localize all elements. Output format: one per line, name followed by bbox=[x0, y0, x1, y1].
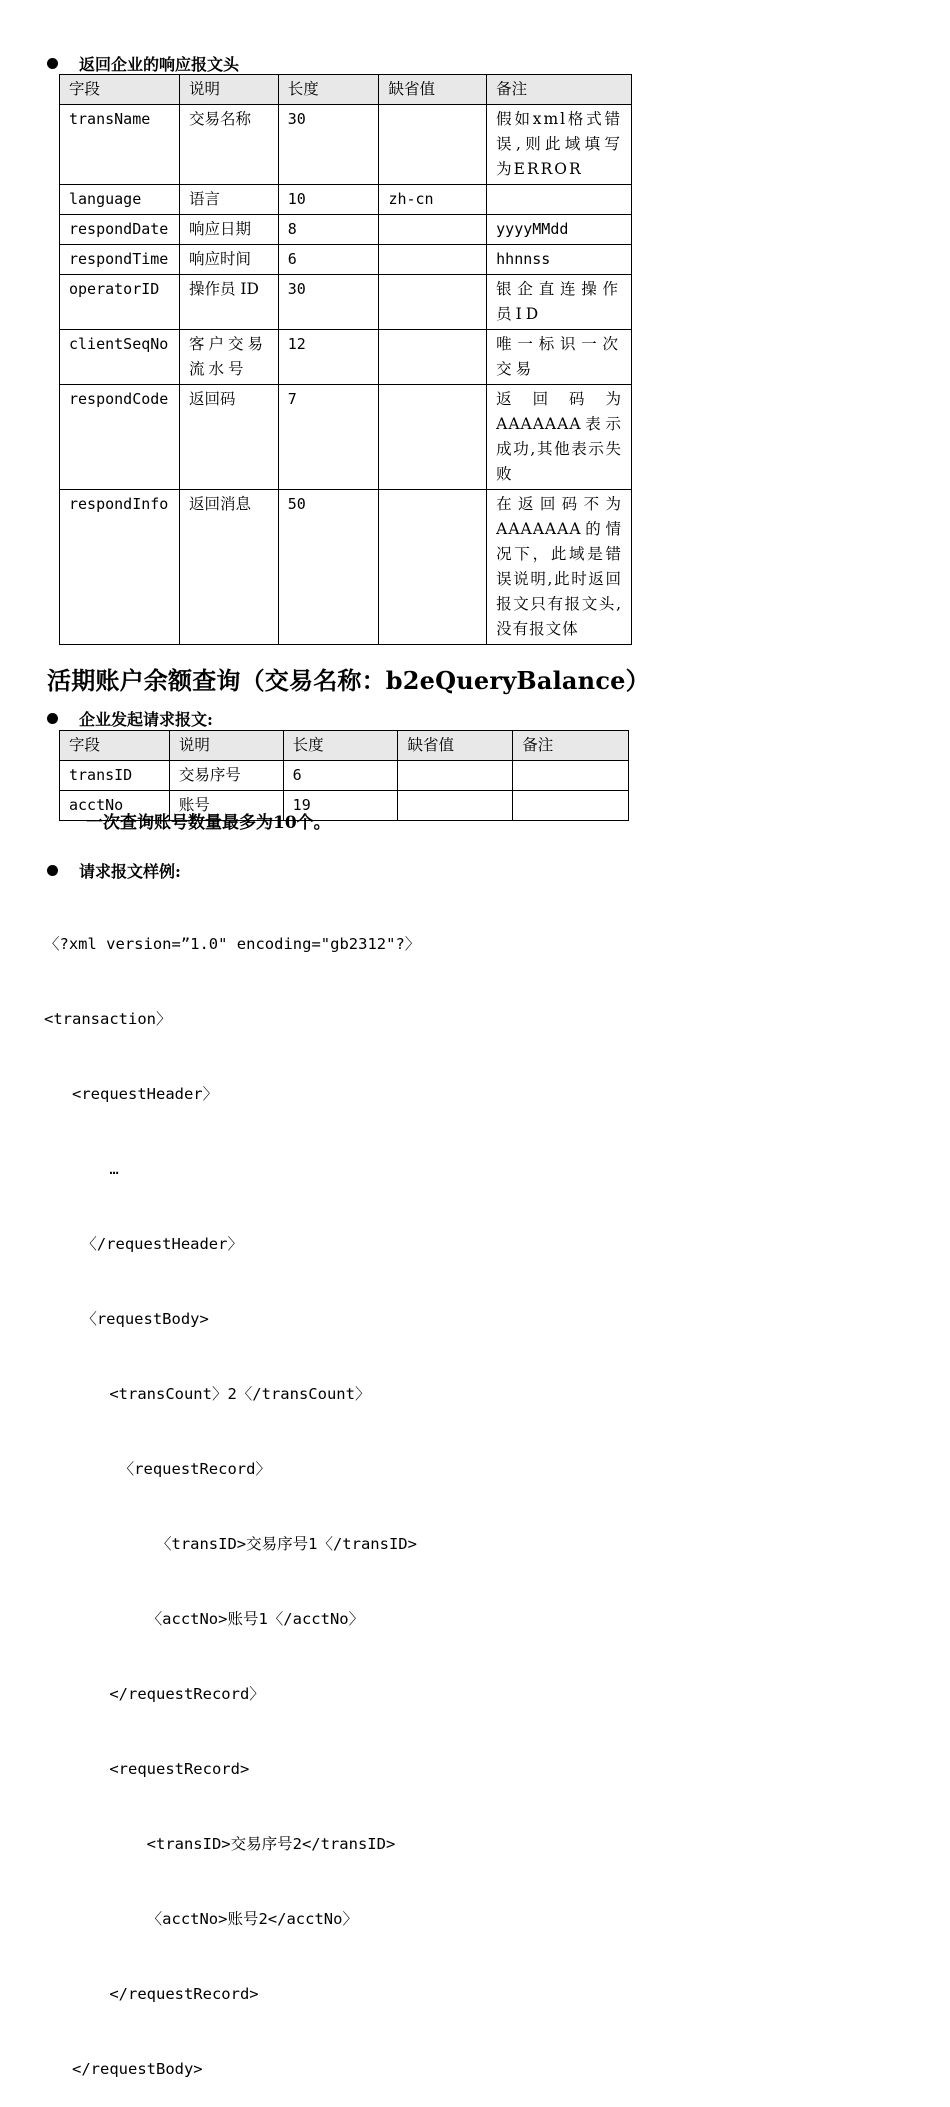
column-header: 缺省值 bbox=[379, 75, 487, 105]
desc-cell: 返回消息 bbox=[179, 490, 278, 645]
bullet-label: 返回企业的响应报文头 bbox=[79, 55, 240, 74]
field-cell: respondCode bbox=[60, 385, 180, 490]
bullet-response-header bbox=[47, 52, 239, 75]
remark-cell: 返回码为AAAAAAA表示成功,其他表示失败 bbox=[487, 385, 632, 490]
remark-cell: hhnnss bbox=[487, 245, 632, 275]
length-cell: 8 bbox=[278, 215, 379, 245]
default-cell bbox=[398, 791, 513, 821]
field-cell: transID bbox=[60, 761, 170, 791]
default-cell bbox=[379, 245, 487, 275]
length-cell: 6 bbox=[278, 245, 379, 275]
column-header: 备注 bbox=[487, 75, 632, 105]
table-row bbox=[60, 245, 632, 275]
column-header: 备注 bbox=[513, 731, 629, 761]
desc-cell: 响应时间 bbox=[179, 245, 278, 275]
default-cell bbox=[379, 215, 487, 245]
code-line: <transID>交易序号2</transID> bbox=[44, 1835, 396, 1853]
field-cell: respondTime bbox=[60, 245, 180, 275]
response-header-table bbox=[59, 74, 632, 645]
column-header: 字段 bbox=[60, 731, 170, 761]
remark-cell bbox=[513, 791, 629, 821]
column-header: 长度 bbox=[278, 75, 379, 105]
bullet-icon bbox=[47, 713, 58, 724]
code-line: <transaction〉 bbox=[44, 1010, 172, 1028]
remark-cell: 银企直连操作员ID bbox=[487, 275, 632, 330]
column-header: 字段 bbox=[60, 75, 180, 105]
field-cell: respondInfo bbox=[60, 490, 180, 645]
code-line: 〈/requestHeader〉 bbox=[44, 1235, 243, 1253]
default-cell bbox=[379, 330, 487, 385]
section-title: 活期账户余额查询（交易名称：b2eQueryBalance） bbox=[47, 666, 650, 695]
table-row bbox=[60, 761, 629, 791]
length-cell: 50 bbox=[278, 490, 379, 645]
desc-cell: 账号 bbox=[169, 791, 283, 821]
desc-cell: 客户交易流水号 bbox=[179, 330, 278, 385]
default-cell bbox=[379, 385, 487, 490]
xml-code-sample bbox=[44, 882, 420, 2107]
default-cell bbox=[379, 105, 487, 185]
default-cell bbox=[398, 761, 513, 791]
length-cell: 30 bbox=[278, 275, 379, 330]
bullet-request-message bbox=[47, 707, 213, 730]
code-line: … bbox=[44, 1160, 119, 1178]
table-row bbox=[60, 105, 632, 185]
table-header-row bbox=[60, 731, 629, 761]
desc-cell: 交易序号 bbox=[169, 761, 283, 791]
default-cell bbox=[379, 275, 487, 330]
table-row bbox=[60, 275, 632, 330]
code-line: 〈transID>交易序号1〈/transID> bbox=[44, 1535, 417, 1553]
max-accounts-note: 一次查询账号数量最多为10个。 bbox=[86, 813, 331, 833]
table-row bbox=[60, 385, 632, 490]
code-line: 〈requestBody> bbox=[44, 1310, 209, 1328]
field-cell: acctNo bbox=[60, 791, 170, 821]
bullet-request-example bbox=[47, 859, 181, 882]
bullet-icon bbox=[47, 865, 58, 876]
remark-cell: yyyyMMdd bbox=[487, 215, 632, 245]
default-cell bbox=[379, 490, 487, 645]
code-line: <requestHeader〉 bbox=[44, 1085, 219, 1103]
table-row bbox=[60, 215, 632, 245]
field-cell: respondDate bbox=[60, 215, 180, 245]
length-cell: 10 bbox=[278, 185, 379, 215]
length-cell: 7 bbox=[278, 385, 379, 490]
code-line: 〈acctNo>账号1〈/acctNo〉 bbox=[44, 1610, 365, 1628]
remark-cell bbox=[487, 185, 632, 215]
code-line: 〈acctNo>账号2</acctNo〉 bbox=[44, 1910, 358, 1928]
bullet-icon bbox=[47, 58, 58, 69]
code-line: <transCount〉2〈/transCount〉 bbox=[44, 1385, 371, 1403]
remark-cell: 假如xml格式错误,则此域填写为ERROR bbox=[487, 105, 632, 185]
desc-cell: 响应日期 bbox=[179, 215, 278, 245]
table-header-row bbox=[60, 75, 632, 105]
column-header: 说明 bbox=[169, 731, 283, 761]
desc-cell: 操作员 ID bbox=[179, 275, 278, 330]
bullet-label: 企业发起请求报文: bbox=[79, 710, 213, 729]
code-line: <requestRecord> bbox=[44, 1760, 250, 1778]
remark-cell bbox=[513, 761, 629, 791]
table-row bbox=[60, 490, 632, 645]
field-cell: language bbox=[60, 185, 180, 215]
field-cell: transName bbox=[60, 105, 180, 185]
table-row bbox=[60, 185, 632, 215]
desc-cell: 交易名称 bbox=[179, 105, 278, 185]
bullet-label: 请求报文样例: bbox=[79, 862, 181, 881]
desc-cell: 语言 bbox=[179, 185, 278, 215]
field-cell: clientSeqNo bbox=[60, 330, 180, 385]
remark-cell: 唯一标识一次交易 bbox=[487, 330, 632, 385]
length-cell: 6 bbox=[283, 761, 398, 791]
column-header: 缺省值 bbox=[398, 731, 513, 761]
code-line: </requestRecord〉 bbox=[44, 1685, 265, 1703]
default-cell: zh-cn bbox=[379, 185, 487, 215]
desc-cell: 返回码 bbox=[179, 385, 278, 490]
column-header: 长度 bbox=[283, 731, 398, 761]
field-cell: operatorID bbox=[60, 275, 180, 330]
code-line: 〈?xml version=”1.0" encoding="gb2312"?〉 bbox=[44, 935, 421, 953]
length-cell: 12 bbox=[278, 330, 379, 385]
remark-cell: 在返回码不为AAAAAAA的情况下，此域是错误说明,此时返回报文只有报文头,没有报文体 bbox=[487, 490, 632, 645]
code-line: </requestRecord> bbox=[44, 1985, 259, 2003]
code-line: </requestBody> bbox=[44, 2060, 203, 2078]
length-cell: 30 bbox=[278, 105, 379, 185]
column-header: 说明 bbox=[179, 75, 278, 105]
code-line: 〈requestRecord〉 bbox=[44, 1460, 271, 1478]
table-row bbox=[60, 330, 632, 385]
length-cell: 19 bbox=[283, 791, 398, 821]
